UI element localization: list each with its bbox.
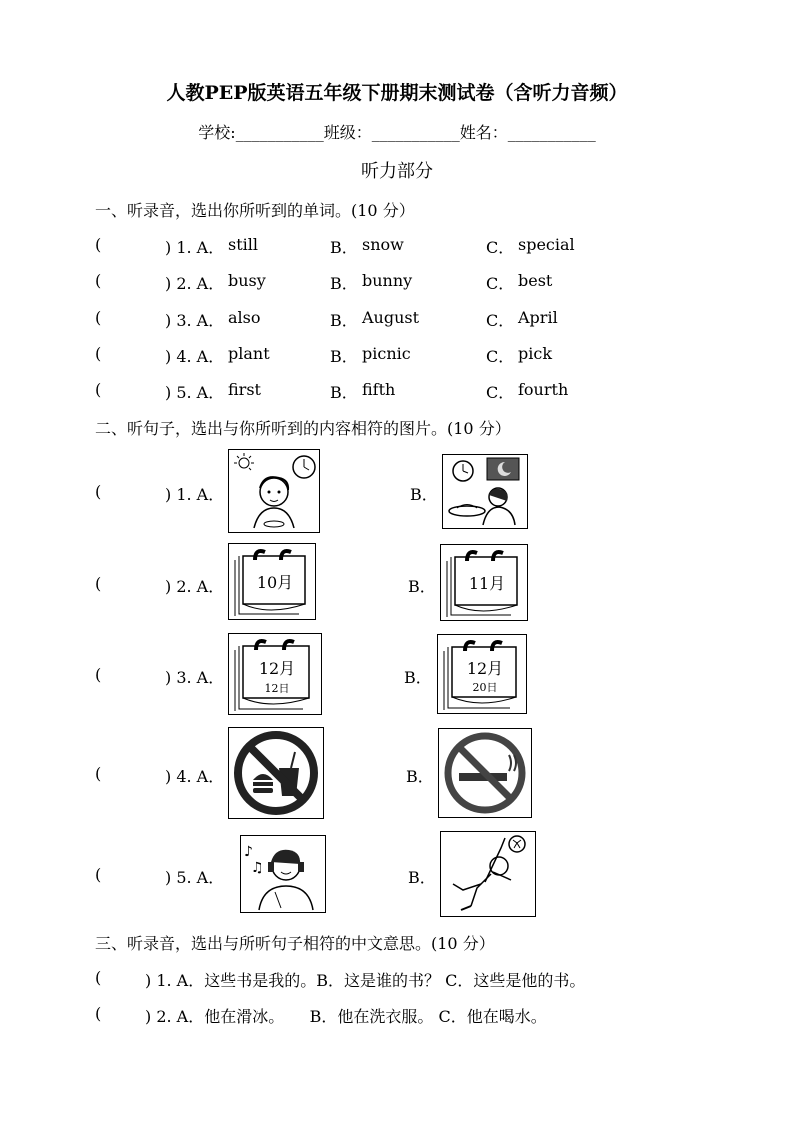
answer-paren: ( bbox=[95, 1004, 102, 1023]
option-b-label: B． bbox=[408, 868, 436, 887]
option-c: best bbox=[518, 271, 553, 290]
breakfast-morning-icon bbox=[229, 450, 319, 532]
section3-heading: 三、听录音，选出与所听句子相符的中文意思。(10 分） bbox=[95, 934, 495, 953]
option-b-prefix: B． bbox=[330, 347, 358, 366]
picture-calendar-dec-20 bbox=[437, 634, 527, 714]
option-c: special bbox=[518, 235, 575, 254]
section1-heading: 一、听录音，选出你所听到的单词。(10 分） bbox=[95, 201, 415, 220]
question-number: ) 1. A． bbox=[165, 238, 225, 257]
option-b-label: B． bbox=[408, 577, 436, 596]
option-b-label: B． bbox=[410, 485, 438, 504]
calendar-month-text: 10月 bbox=[256, 573, 294, 592]
option-c: April bbox=[518, 308, 558, 327]
student-info-line: 学校:___________班级：___________姓名：___________ bbox=[198, 123, 596, 142]
no-food-drink-icon bbox=[229, 728, 323, 818]
option-a: plant bbox=[228, 344, 270, 363]
no-smoking-icon bbox=[439, 729, 531, 817]
dinner-evening-icon bbox=[443, 455, 527, 528]
question-text: ) 1. A．这些书是我的。B．这是谁的书？ C．这些是他的书。 bbox=[145, 971, 586, 990]
option-b: snow bbox=[362, 235, 404, 254]
option-b: August bbox=[362, 308, 420, 327]
answer-paren: ( bbox=[95, 308, 102, 327]
question-number: ) 3. A． bbox=[165, 311, 225, 330]
calendar-icon bbox=[438, 635, 526, 713]
page-title: 人教PEP版英语五年级下册期末测试卷（含听力音频） bbox=[166, 82, 628, 104]
question-number: ) 2. A． bbox=[165, 274, 225, 293]
option-c: pick bbox=[518, 344, 553, 363]
svg-text:♪: ♪ bbox=[244, 844, 253, 860]
option-c-prefix: C． bbox=[486, 238, 515, 257]
picture-listening-music bbox=[240, 835, 326, 913]
option-b-label: B． bbox=[404, 668, 432, 687]
question-number: ) 5. A． bbox=[165, 383, 225, 402]
answer-paren: ( bbox=[95, 764, 102, 783]
calendar-icon bbox=[229, 544, 315, 619]
option-c-prefix: C． bbox=[486, 347, 515, 366]
option-a: first bbox=[228, 380, 261, 399]
picture-playing-football bbox=[440, 831, 536, 917]
listening-music-icon bbox=[241, 836, 325, 912]
picture-no-smoking bbox=[438, 728, 532, 818]
calendar-day-text: 20日 bbox=[472, 681, 498, 694]
answer-paren: ( bbox=[95, 380, 102, 399]
question-number: ) 2. A． bbox=[165, 577, 225, 596]
question-number: ) 5. A． bbox=[165, 868, 225, 887]
answer-paren: ( bbox=[95, 665, 102, 684]
question-number: ) 1. A． bbox=[165, 485, 225, 504]
option-a: also bbox=[228, 308, 261, 327]
picture-morning-breakfast bbox=[228, 449, 320, 533]
option-c: fourth bbox=[518, 380, 569, 399]
answer-paren: ( bbox=[95, 344, 102, 363]
option-b: picnic bbox=[362, 344, 411, 363]
listening-part-heading: 听力部分 bbox=[361, 161, 433, 182]
calendar-month-text: 11月 bbox=[468, 574, 506, 593]
option-b-prefix: B． bbox=[330, 311, 358, 330]
calendar-day-text: 12日 bbox=[264, 682, 290, 695]
option-c-prefix: C． bbox=[486, 274, 515, 293]
question-number: ) 4. A． bbox=[165, 767, 225, 786]
option-c-prefix: C． bbox=[486, 311, 515, 330]
option-b-prefix: B． bbox=[330, 274, 358, 293]
question-number: ) 4. A． bbox=[165, 347, 225, 366]
option-b: fifth bbox=[362, 380, 396, 399]
section2-heading: 二、听句子，选出与你所听到的内容相符的图片。(10 分） bbox=[95, 419, 511, 438]
answer-paren: ( bbox=[95, 574, 102, 593]
picture-evening-dinner bbox=[442, 454, 528, 529]
answer-paren: ( bbox=[95, 235, 102, 254]
calendar-icon bbox=[229, 634, 321, 714]
option-a: busy bbox=[228, 271, 266, 290]
picture-no-eating-drinking bbox=[228, 727, 324, 819]
answer-paren: ( bbox=[95, 482, 102, 501]
svg-text:♫: ♫ bbox=[251, 860, 264, 876]
question-number: ) 3. A． bbox=[165, 668, 225, 687]
question-text: ) 2. A．他在滑冰。 B．他在洗衣服。 C．他在喝水。 bbox=[145, 1007, 547, 1026]
answer-paren: ( bbox=[95, 865, 102, 884]
option-c-prefix: C． bbox=[486, 383, 515, 402]
option-b-label: B． bbox=[406, 767, 434, 786]
calendar-icon bbox=[441, 545, 527, 620]
answer-paren: ( bbox=[95, 271, 102, 290]
answer-paren: ( bbox=[95, 968, 102, 987]
option-b: bunny bbox=[362, 271, 413, 290]
football-player-icon bbox=[441, 832, 535, 916]
calendar-month-text: 12月 bbox=[466, 659, 504, 678]
picture-calendar-dec-12 bbox=[228, 633, 322, 715]
picture-calendar-october bbox=[228, 543, 316, 620]
option-b-prefix: B． bbox=[330, 238, 358, 257]
option-a: still bbox=[228, 235, 258, 254]
option-b-prefix: B． bbox=[330, 383, 358, 402]
calendar-month-text: 12月 bbox=[258, 659, 296, 678]
picture-calendar-november bbox=[440, 544, 528, 621]
